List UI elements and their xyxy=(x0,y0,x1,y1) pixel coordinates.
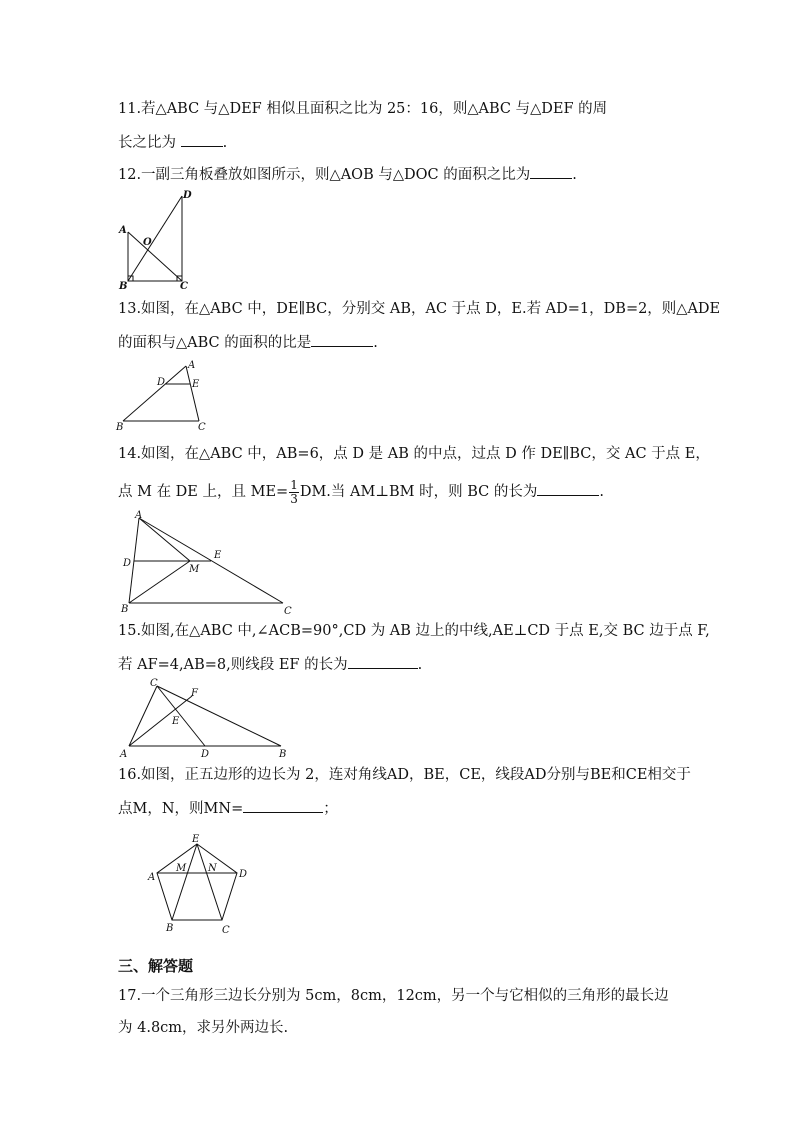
q14-segment-bm xyxy=(129,561,190,603)
q15-label-a: A xyxy=(120,749,128,760)
q13-label-a: A xyxy=(188,360,196,371)
q15-segment-ac xyxy=(129,686,157,746)
q15-label-c: C xyxy=(150,678,158,689)
q12-label-d: D xyxy=(183,190,192,201)
q15-line1: 15.如图,在△ABC 中,∠ACB=90°,CD 为 AB 边上的中线,AE⊥CD 于点 E,交 BC 边于点 F, xyxy=(118,623,710,639)
q14-label-d: D xyxy=(123,558,132,569)
q15-answer-blank xyxy=(348,653,418,669)
q13-label-d: D xyxy=(157,377,166,388)
q14-label-c: C xyxy=(284,606,292,617)
q12-answer-blank xyxy=(530,163,572,179)
q17-line1: 17.一个三角形三边长分别为 5cm，8cm，12cm，另一个与它相似的三角形的最长边 xyxy=(118,988,669,1004)
q14-line1: 14.如图，在△ABC 中，AB=6，点 D 是 AB 的中点，过点 D 作 DE∥BC，交 AC 于点 E， xyxy=(118,446,710,462)
q13-label-c: C xyxy=(198,422,206,433)
q14-figure xyxy=(115,508,300,616)
q14-answer-blank xyxy=(537,480,599,496)
q15-label-d: D xyxy=(201,749,210,760)
q13-label-b: B xyxy=(116,422,124,433)
q13-segment-ab xyxy=(123,366,186,421)
q12-prefix: 12.一副三角板叠放如图所示，则△AOB 与△DOC 的面积之比为 xyxy=(118,167,531,183)
q16-pentagon xyxy=(157,844,237,920)
q16-diagonal-ce xyxy=(197,844,222,920)
q14-line2-prefix: 点 M 在 DE 上，且 ME= xyxy=(118,484,289,500)
q15-line2 xyxy=(118,653,422,675)
q12-label-b: B xyxy=(119,281,128,292)
q13-label-e: E xyxy=(192,379,200,390)
q12-segment-bd xyxy=(128,196,182,281)
q11-line1: 11.若△ABC 与△DEF 相似且面积之比为 25：16，则△ABC 与△DEF 的周 xyxy=(118,101,608,117)
q16-line2-prefix: 点M，N，则MN= xyxy=(118,801,244,817)
q12-label-a: A xyxy=(119,225,127,236)
q15-figure xyxy=(115,676,295,762)
q14-label-m: M xyxy=(189,564,200,575)
q12-suffix: . xyxy=(572,167,577,183)
q16-figure xyxy=(140,830,260,940)
q14-label-e: E xyxy=(214,550,222,561)
q14-label-b: B xyxy=(121,604,129,615)
q16-label-n: N xyxy=(208,863,217,874)
q11-line2 xyxy=(118,131,227,153)
q15-line2-prefix: 若 AF=4,AB=8,则线段 EF 的长为 xyxy=(118,657,348,673)
q16-label-c: C xyxy=(222,925,230,936)
q14-fraction xyxy=(289,479,299,506)
q16-label-d: D xyxy=(239,869,248,880)
q13-figure xyxy=(115,358,215,432)
q11-line2-prefix: 长之比为 xyxy=(118,135,176,151)
q12-figure xyxy=(115,188,195,292)
q16-line2-suffix: ； xyxy=(323,801,338,817)
q15-label-b: B xyxy=(279,749,287,760)
q14-label-a: A xyxy=(135,510,143,521)
q14-fraction-numerator: 1 xyxy=(290,477,298,492)
q13-line1: 13.如图，在△ABC 中，DE∥BC，分别交 AB，AC 于点 D，E.若 AD=1，DB=2，则△ADE xyxy=(118,301,721,317)
q11-line2-suffix: . xyxy=(222,135,228,151)
q14-fraction-denominator: 3 xyxy=(290,491,298,506)
q13-answer-blank xyxy=(311,331,373,347)
q16-diagonal-be xyxy=(172,844,197,920)
q12-text xyxy=(118,163,577,185)
section-3-heading: 三、解答题 xyxy=(118,957,194,975)
q16-line2 xyxy=(118,797,338,819)
q12-label-c: C xyxy=(180,281,188,292)
q15-label-f: F xyxy=(191,688,198,699)
q16-label-m: M xyxy=(176,863,187,874)
q14-segment-am xyxy=(139,518,190,561)
q15-line2-suffix: . xyxy=(417,657,423,673)
q15-label-e: E xyxy=(172,716,180,727)
q11-answer-blank xyxy=(181,131,223,147)
q17-line2: 为 4.8cm，求另外两边长. xyxy=(118,1020,289,1036)
q13-segment-ac xyxy=(186,366,199,421)
q16-label-b: B xyxy=(166,923,174,934)
q13-line2-suffix: . xyxy=(373,335,378,351)
q13-line2-prefix: 的面积与△ABC 的面积的比是 xyxy=(118,335,312,351)
q13-line2 xyxy=(118,331,378,353)
q14-line2-suffix: . xyxy=(599,484,604,500)
q14-line2 xyxy=(118,477,604,507)
q14-line2-mid: DM.当 AM⊥BM 时，则 BC 的长为 xyxy=(299,484,538,500)
q16-answer-blank xyxy=(243,797,323,813)
q16-label-a: A xyxy=(148,872,156,883)
q12-label-o: O xyxy=(143,237,152,248)
q16-label-e: E xyxy=(192,834,200,845)
q15-segment-af xyxy=(129,696,192,746)
q16-line1: 16.如图，正五边形的边长为 2，连对角线AD，BE，CE，线段AD分别与BE和CE相交于 xyxy=(118,767,691,783)
